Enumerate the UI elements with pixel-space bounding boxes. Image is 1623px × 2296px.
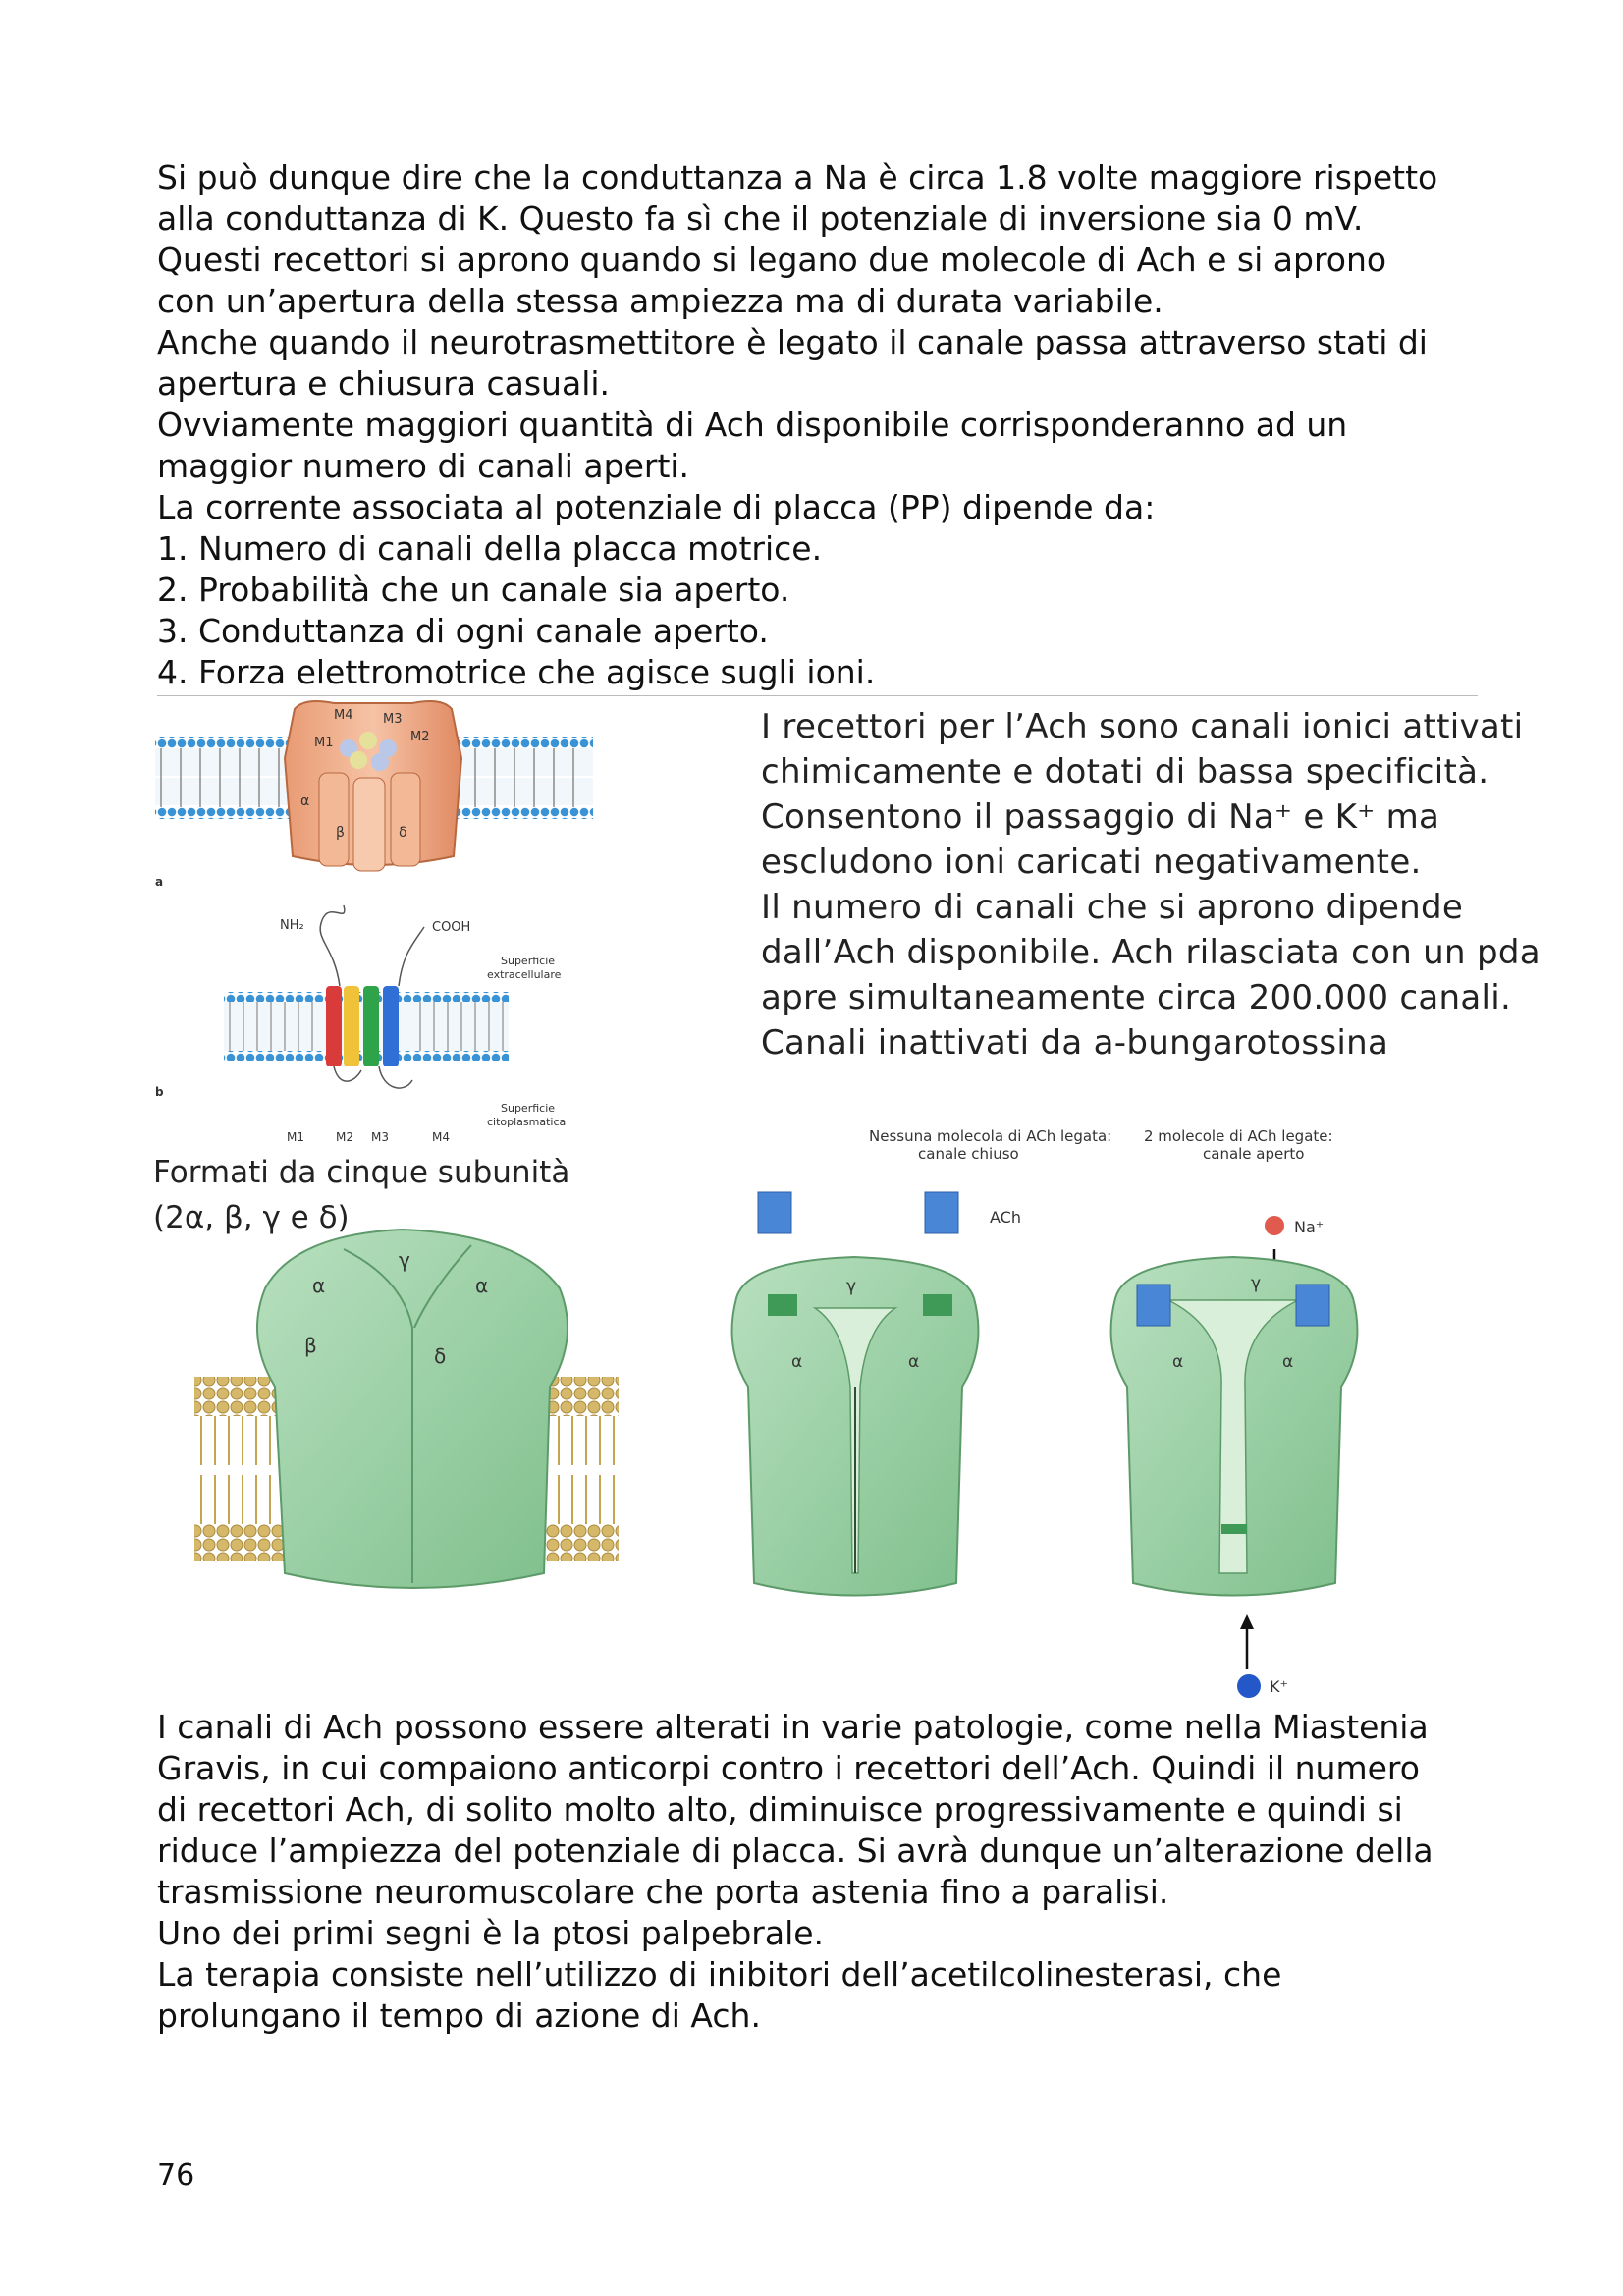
panel-a-m3-label: M3: [383, 712, 403, 727]
figure-description-line: escludono ioni caricati negativamente.: [761, 843, 1422, 882]
list-item: 4. Forza elettromotrice che agisce sugli ioni.: [157, 653, 876, 691]
intro-line: apertura e chiusura casuali.: [157, 364, 611, 403]
panel-b-m1-label: M1: [287, 1130, 304, 1144]
panel-a-m4-label: M4: [334, 708, 353, 723]
open-channel-title-2: canale aperto: [1203, 1145, 1305, 1163]
intro-line: Questi recettori si aprono quando si legano due molecole di Ach e si aprono: [157, 241, 1387, 279]
outro-line: trasmissione neuromuscolare che porta astenia fino a paralisi.: [157, 1873, 1169, 1911]
intro-paragraph: [157, 157, 1492, 693]
panel-b-m4-label: M4: [432, 1130, 450, 1144]
figure-description-line: Consentono il passaggio di Na⁺ e K⁺ ma: [761, 797, 1440, 837]
panel-b-cooh-label: COOH: [432, 920, 471, 935]
outro-line: La terapia consiste nell’utilizzo di inibitori dell’acetilcolinesterasi, che: [157, 1955, 1282, 1994]
outro-line: I canali di Ach possono essere alterati in varie patologie, come nella Miastenia: [157, 1708, 1429, 1746]
big-receptor-beta: β: [304, 1334, 317, 1357]
panel-a-m1-label: M1: [314, 736, 334, 750]
figure-description-line: apre simultaneamente circa 200.000 canali.: [761, 978, 1512, 1017]
subunit-caption-line-2: (2α, β, γ e δ): [153, 1200, 350, 1235]
intro-line: Anche quando il neurotrasmettitore è legato il canale passa attraverso stati di: [157, 323, 1428, 361]
outro-line: di recettori Ach, di solito molto alto, diminuisce progressivamente e quindi si: [157, 1790, 1403, 1829]
outro-line: Uno dei primi segni è la ptosi palpebrale.: [157, 1914, 825, 1952]
big-receptor: [257, 1230, 568, 1588]
outro-line: riduce l’ampiezza del potenziale di placca. Si avrà dunque un’alterazione della: [157, 1831, 1434, 1870]
closed-channel-title-1: Nessuna molecola di ACh legata:: [869, 1127, 1112, 1145]
closed-channel-alpha-right: α: [908, 1352, 920, 1372]
page-number: 76: [157, 2159, 195, 2193]
panel-b-m2-label: M2: [336, 1130, 353, 1144]
outro-paragraph: [157, 1707, 1492, 2037]
figure-description-line: I recettori per l’Ach sono canali ionici attivati: [761, 707, 1524, 746]
na-ion: [1265, 1216, 1284, 1235]
open-channel-k-label: K⁺: [1270, 1677, 1288, 1696]
panel-b-nh2-label: NH₂: [280, 918, 304, 933]
figure-description-line: chimicamente e dotati di bassa specificità.: [761, 752, 1489, 792]
open-channel-alpha-right: α: [1282, 1352, 1294, 1372]
list-item: 1. Numero di canali della placca motrice.: [157, 529, 823, 568]
panel-a-letter: a: [155, 875, 164, 889]
panel-a-m2-label: M2: [410, 730, 430, 744]
big-receptor-alpha-left: α: [312, 1274, 326, 1297]
closed-channel-ach-label: ACh: [990, 1208, 1021, 1227]
figure-description-line: Canali inattivati da a-bungarotossina: [761, 1023, 1389, 1063]
ach-receptor-figure: [147, 699, 1541, 1711]
panel-b-extracellular-label-1: Superficie: [501, 955, 556, 967]
panel-b-m3-label: M3: [371, 1130, 389, 1144]
open-channel-title-1: 2 molecole di ACh legate:: [1144, 1127, 1333, 1145]
big-receptor-delta: δ: [434, 1344, 447, 1368]
panel-a-receptor: [285, 701, 461, 871]
closed-channel-title-2: canale chiuso: [918, 1145, 1019, 1163]
open-channel: [1111, 1216, 1358, 1698]
panel-b-letter: b: [155, 1085, 164, 1099]
closed-channel-alpha-left: α: [791, 1352, 803, 1372]
intro-line: alla conduttanza di K. Questo fa sì che il potenziale di inversione sia 0 mV.: [157, 199, 1364, 238]
closed-channel-gamma: γ: [846, 1277, 857, 1296]
intro-line: La corrente associata al potenziale di placca (PP) dipende da:: [157, 488, 1156, 526]
subunit-caption-line-1: Formati da cinque subunità: [153, 1155, 570, 1190]
intro-line: Si può dunque dire che la conduttanza a Na è circa 1.8 volte maggiore rispetto: [157, 158, 1438, 196]
open-channel-gamma: γ: [1251, 1274, 1262, 1293]
panel-b-cytoplasmic-label-1: Superficie: [501, 1102, 556, 1115]
closed-channel: [732, 1192, 1021, 1596]
intro-line: Ovviamente maggiori quantità di Ach disponibile corrisponderanno ad un: [157, 406, 1348, 444]
panel-b-extracellular-label-2: extracellulare: [487, 968, 562, 981]
big-receptor-gamma: γ: [399, 1248, 410, 1272]
intro-line: maggior numero di canali aperti.: [157, 447, 690, 485]
separator-rule: [157, 695, 1478, 696]
list-item: 2. Probabilità che un canale sia aperto.: [157, 571, 790, 609]
list-item: 3. Conduttanza di ogni canale aperto.: [157, 612, 769, 650]
intro-line: con un’apertura della stessa ampiezza ma di durata variabile.: [157, 282, 1163, 320]
outro-line: Gravis, in cui compaiono anticorpi contro i recettori dell’Ach. Quindi il numero: [157, 1749, 1420, 1787]
panel-a-delta-label: δ: [399, 825, 407, 841]
figure-description-line: dall’Ach disponibile. Ach rilasciata con un pda: [761, 933, 1541, 972]
figure-description-line: Il numero di canali che si aprono dipende: [761, 888, 1464, 927]
panel-a-beta-label: β: [336, 825, 345, 841]
big-receptor-alpha-right: α: [475, 1274, 489, 1297]
panel-b-cytoplasmic-label-2: citoplasmatica: [487, 1116, 567, 1128]
outro-line: prolungano il tempo di azione di Ach.: [157, 1996, 761, 2035]
panel-a-alpha-label: α: [300, 793, 310, 809]
open-channel-na-label: Na⁺: [1294, 1218, 1325, 1236]
k-ion: [1237, 1674, 1261, 1698]
open-channel-alpha-left: α: [1172, 1352, 1184, 1372]
figure-description: [761, 704, 1541, 1066]
